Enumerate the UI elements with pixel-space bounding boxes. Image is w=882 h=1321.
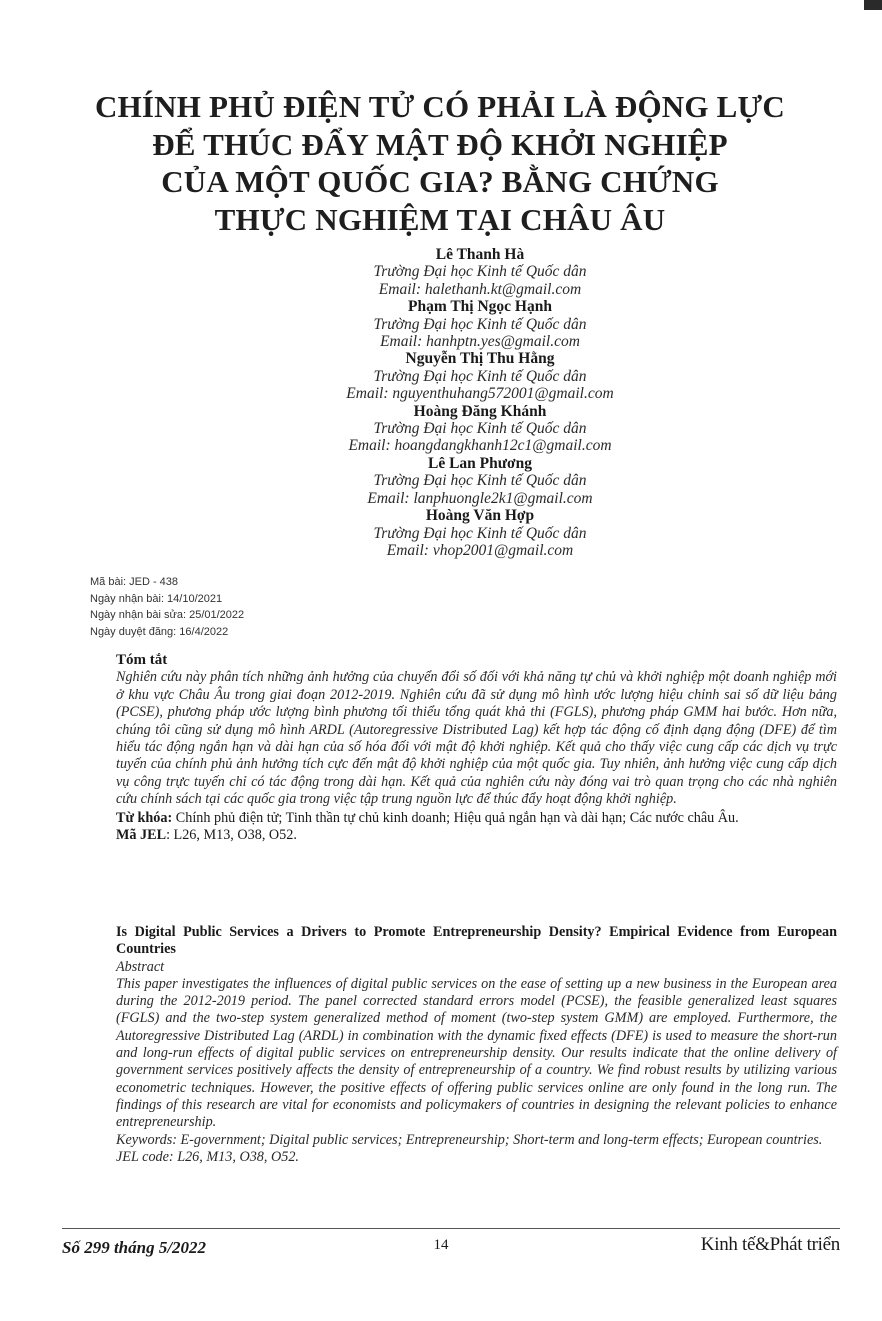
author-name: Phạm Thị Ngọc Hạnh (408, 298, 552, 316)
article-meta (90, 574, 244, 640)
keywords-label: Từ khóa: (116, 809, 173, 826)
abstract-heading: Abstract (116, 958, 165, 975)
author-name: Nguyễn Thị Thu Hằng (405, 350, 555, 368)
author-email[interactable]: Email: vhop2001@gmail.com (386, 541, 574, 559)
author-name: Hoàng Đăng Khánh (413, 402, 547, 420)
keywords-text: Chính phủ điện tử; Tinh thần tự chủ kinh doanh; Hiệu quả ngắn hạn và dài hạn; Các nước châu Âu. (172, 809, 739, 826)
jel-label: Mã JEL (116, 827, 167, 844)
jel-codes (116, 827, 837, 844)
abstract-body: Nghiên cứu này phân tích những ảnh hưởng của chuyển đổi số đối với khả năng tự chủ và khởi nghiệp một doanh nghiệp mới ở khu vực Châu Âu trong giai đoạn 2012-2019. Nghiên cứu đã sử dụng mô hình ước lượng hiệu chỉnh sai số dữ liệu bảng (PCSE), phương pháp ước lượng bình phương tối thiểu tổng quát khả thi (FGLS), phương pháp GMM hai bước. Hơn nữa, chúng tôi cũng sử dụng mô hình ARDL (Autoregressive Distributed Lag) kết hợp tác động cố định dạng động (DFE) để tìm hiểu tác động ngắn hạn và dài hạn của số hóa đối với mật độ khởi nghiệp. Kết quả cho thấy việc cung cấp các dịch vụ trực tuyến của chính phủ ảnh hưởng tích cực đến mật độ khởi nghiệp của một quốc gia. Tuy nhiên, ảnh hưởng việc cung cấp dịch vụ công trực tuyến chỉ có tác động trong dài hạn. Kết quả của nghiên cứu này đóng vai trò quan trọng cho các nhà nghiên cứu chính sách tại các quốc gia trong việc tập trung nguồn lực để thúc đẩy hoạt động khởi nghiệp. (116, 669, 837, 808)
vietnamese-abstract (116, 652, 837, 844)
english-title: Is Digital Public Services a Drivers to Promote Entrepreneurship Density? Empirical Evidence from European Countries (116, 924, 837, 958)
author-affiliation: Trường Đại học Kinh tế Quốc dân (373, 367, 587, 385)
author-email[interactable]: Email: lanphuongle2k1@gmail.com (367, 489, 593, 507)
title-line: CHÍNH PHỦ ĐIỆN TỬ CÓ PHẢI LÀ ĐỘNG LỰC (94, 89, 785, 124)
keywords: Keywords: E-government; Digital public services; Entrepreneurship; Short-term and long-term effects; European countries. (116, 1131, 823, 1148)
author-affiliation: Trường Đại học Kinh tế Quốc dân (373, 263, 587, 281)
revised-date: Ngày nhận bài sửa: 25/01/2022 (90, 609, 245, 621)
jel-text: : L26, M13, O38, O52. (166, 827, 297, 844)
journal-logo: Kinh tế&Phát triển (700, 1234, 840, 1255)
abstract-body: This paper investigates the influences of digital public services on the ease of setting up a new business in the European area during the 2012-2019 period. The panel corrected standard errors model (PCSE), the feasible generalized least squares (FGLS) and the two-step system generalized method of moment (two-step system GMM) are employed. Furthermore, the Autoregressive Distributed Lag (ARDL) in combination with the dynamic fixed effects (DFE) is used to measure the short-run and long-run effects of digital public services on entrepreneurship density. Our results indicate that the online delivery of government services positively affects the density of entrepreneurship of a country. We find robust results by utilizing various econometric techniques. However, the positive effects of offering public services online are only found in the long run. The findings of this research are vital for economists and policymakers of countries in designing the relevant policies to enhance entrepreneurship. (116, 975, 837, 1131)
author-affiliation: Trường Đại học Kinh tế Quốc dân (373, 524, 587, 542)
title-line: CỦA MỘT QUỐC GIA? BẰNG CHỨNG (161, 164, 719, 199)
english-abstract (116, 924, 837, 1166)
article-code: Mã bài: JED - 438 (90, 576, 179, 588)
author-email[interactable]: Email: hanhptn.yes@gmail.com (380, 333, 580, 351)
page-number: 14 (433, 1237, 449, 1253)
corner-mark (864, 0, 882, 10)
author-affiliation: Trường Đại học Kinh tế Quốc dân (373, 420, 587, 438)
author-affiliation: Trường Đại học Kinh tế Quốc dân (373, 472, 587, 490)
author-name: Lê Thanh Hà (435, 246, 525, 263)
author-email[interactable]: Email: halethanh.kt@gmail.com (378, 280, 582, 298)
keywords (116, 810, 837, 827)
issue-label: Số 299 tháng 5/2022 (62, 1238, 207, 1257)
title-line: ĐỂ THÚC ĐẨY MẬT ĐỘ KHỞI NGHIỆP (152, 126, 728, 162)
author-affiliation: Trường Đại học Kinh tế Quốc dân (373, 315, 587, 333)
title-line: THỰC NGHIỆM TẠI CHÂU ÂU (214, 201, 666, 237)
received-date: Ngày nhận bài: 14/10/2021 (90, 592, 223, 605)
abstract-heading: Tóm tắt (116, 652, 168, 668)
author-list (250, 246, 710, 559)
article-title (90, 88, 790, 238)
accepted-date: Ngày duyệt đăng: 16/4/2022 (90, 625, 229, 638)
author-email[interactable]: Email: hoangdangkhanh12c1@gmail.com (348, 437, 612, 455)
jel-codes: JEL code: L26, M13, O38, O52. (116, 1148, 299, 1165)
author-name: Lê Lan Phương (427, 454, 533, 472)
author-email[interactable]: Email: nguyenthuhang572001@gmail.com (346, 385, 614, 403)
author-name: Hoàng Văn Hợp (425, 507, 535, 525)
footer-divider (62, 1228, 840, 1229)
